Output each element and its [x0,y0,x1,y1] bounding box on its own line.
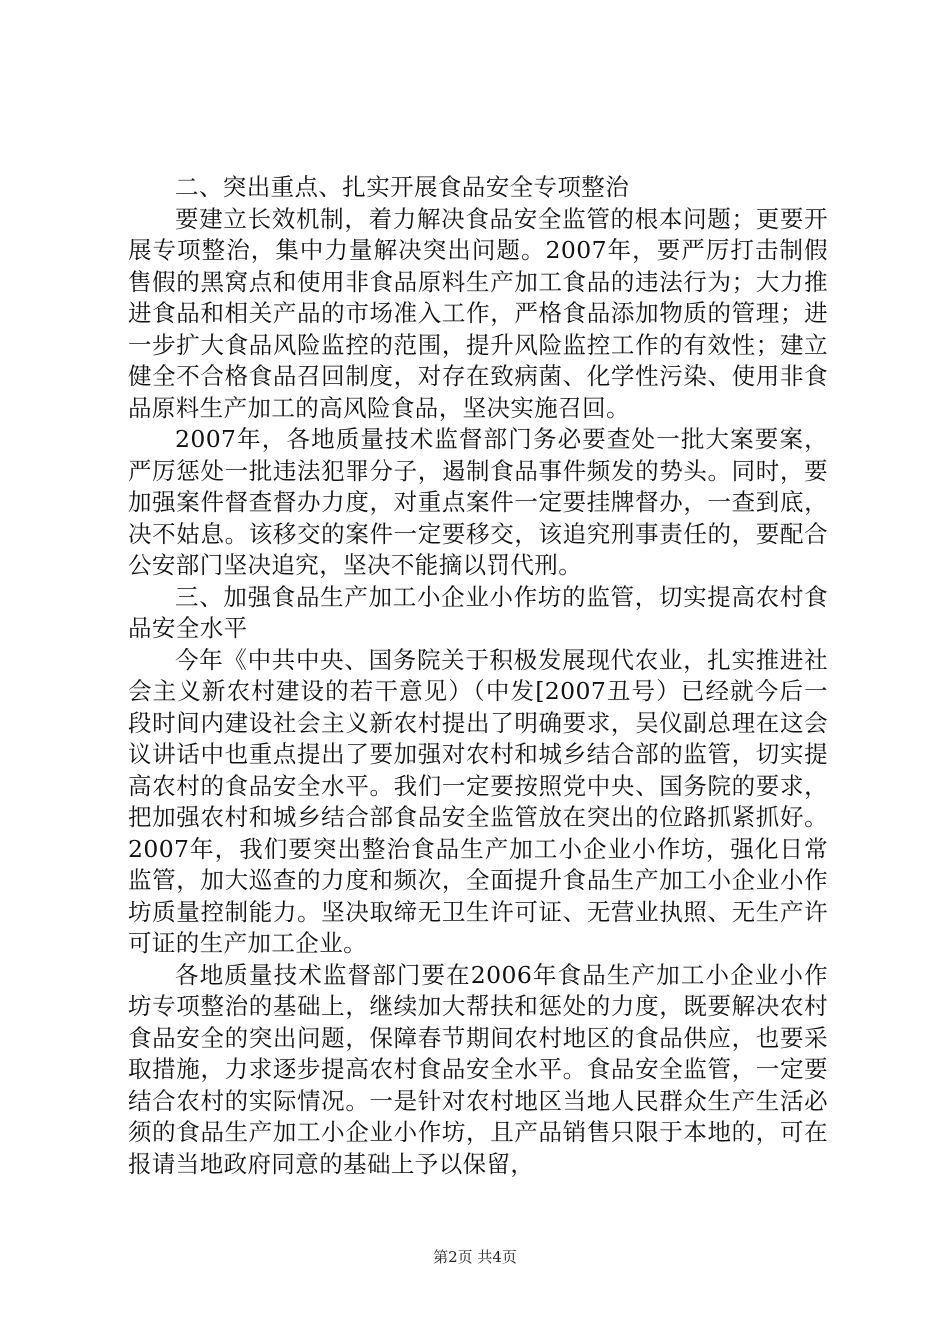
document-body [128,172,828,1180]
page-number-footer: 第2页 共4页 [433,1248,517,1266]
section-heading-3: 三、加强食品生产加工小企业小作坊的监管，切实提高农村食品安全水平 [128,582,828,642]
body-paragraph: 各地质量技术监督部门要在2006年食品生产加工小企业小作坊专项整治的基础上，继续加大帮扶和惩处的力度，既要解决农村食品安全的突出问题，保障春节期间农村地区的食品供应，也要采取措施，力求逐步提高农村食品安全水平。食品安全监管，一定要结合农村的实际情况。一是针对农村地区当地人民群众生产生活必须的食品生产加工小企业小作坊，且产品销售只限于本地的，可在报请当地政府同意的基础上予以保留， [128,960,828,1178]
body-paragraph: 今年《中共中央、国务院关于积极发展现代农业，扎实推进社会主义新农村建设的若干意见）（中发[2007丑号）已经就今后一段时间内建设社会主义新农村提出了明确要求，吴仪副总理在这会议讲话中也重点提出了要加强对农村和城乡结合部的监管，切实提高农村的食品安全水平。我们一定要按照党中央、国务院的要求，把加强农村和城乡结合部食品安全监管放在突出的位路抓紧抓好。2007年，我们要突出整治食品生产加工小企业小作坊，强化日常监管，加大巡查的力度和频次，全面提升食品生产加工小企业小作坊质量控制能力。坚决取缔无卫生许可证、无营业执照、无生产许可证的生产加工企业。 [128,645,828,957]
section-heading-2: 二、突出重点、扎实开展食品安全专项整治 [175,173,630,201]
body-paragraph: 2007年，各地质量技术监督部门务必要查处一批大案要案，严厉惩处一批违法犯罪分子，遏制食品事件频发的势头。同时，要加强案件督查督办力度，对重点案件一定要挂牌督办，一查到底，决不姑息。该移交的案件一定要移交，该追究刑事责任的，要配合公安部门坚决追究，坚决不能摘以罚代刑。 [128,425,828,579]
body-paragraph: 要建立长效机制，着力解决食品安全监管的根本问题；更要开展专项整治，集中力量解决突出问题。2007年，要严厉打击制假售假的黑窝点和使用非食品原料生产加工食品的违法行为；大力推进食品和相关产品的市场准入工作，严格食品添加物质的管理；进一步扩大食品风险监控的范围，提升风险监控工作的有效性；建立健全不合格食品召回制度，对存在致病菌、化学性污染、使用非食品原料生产加工的高风险食品，坚决实施召回。 [128,204,828,422]
